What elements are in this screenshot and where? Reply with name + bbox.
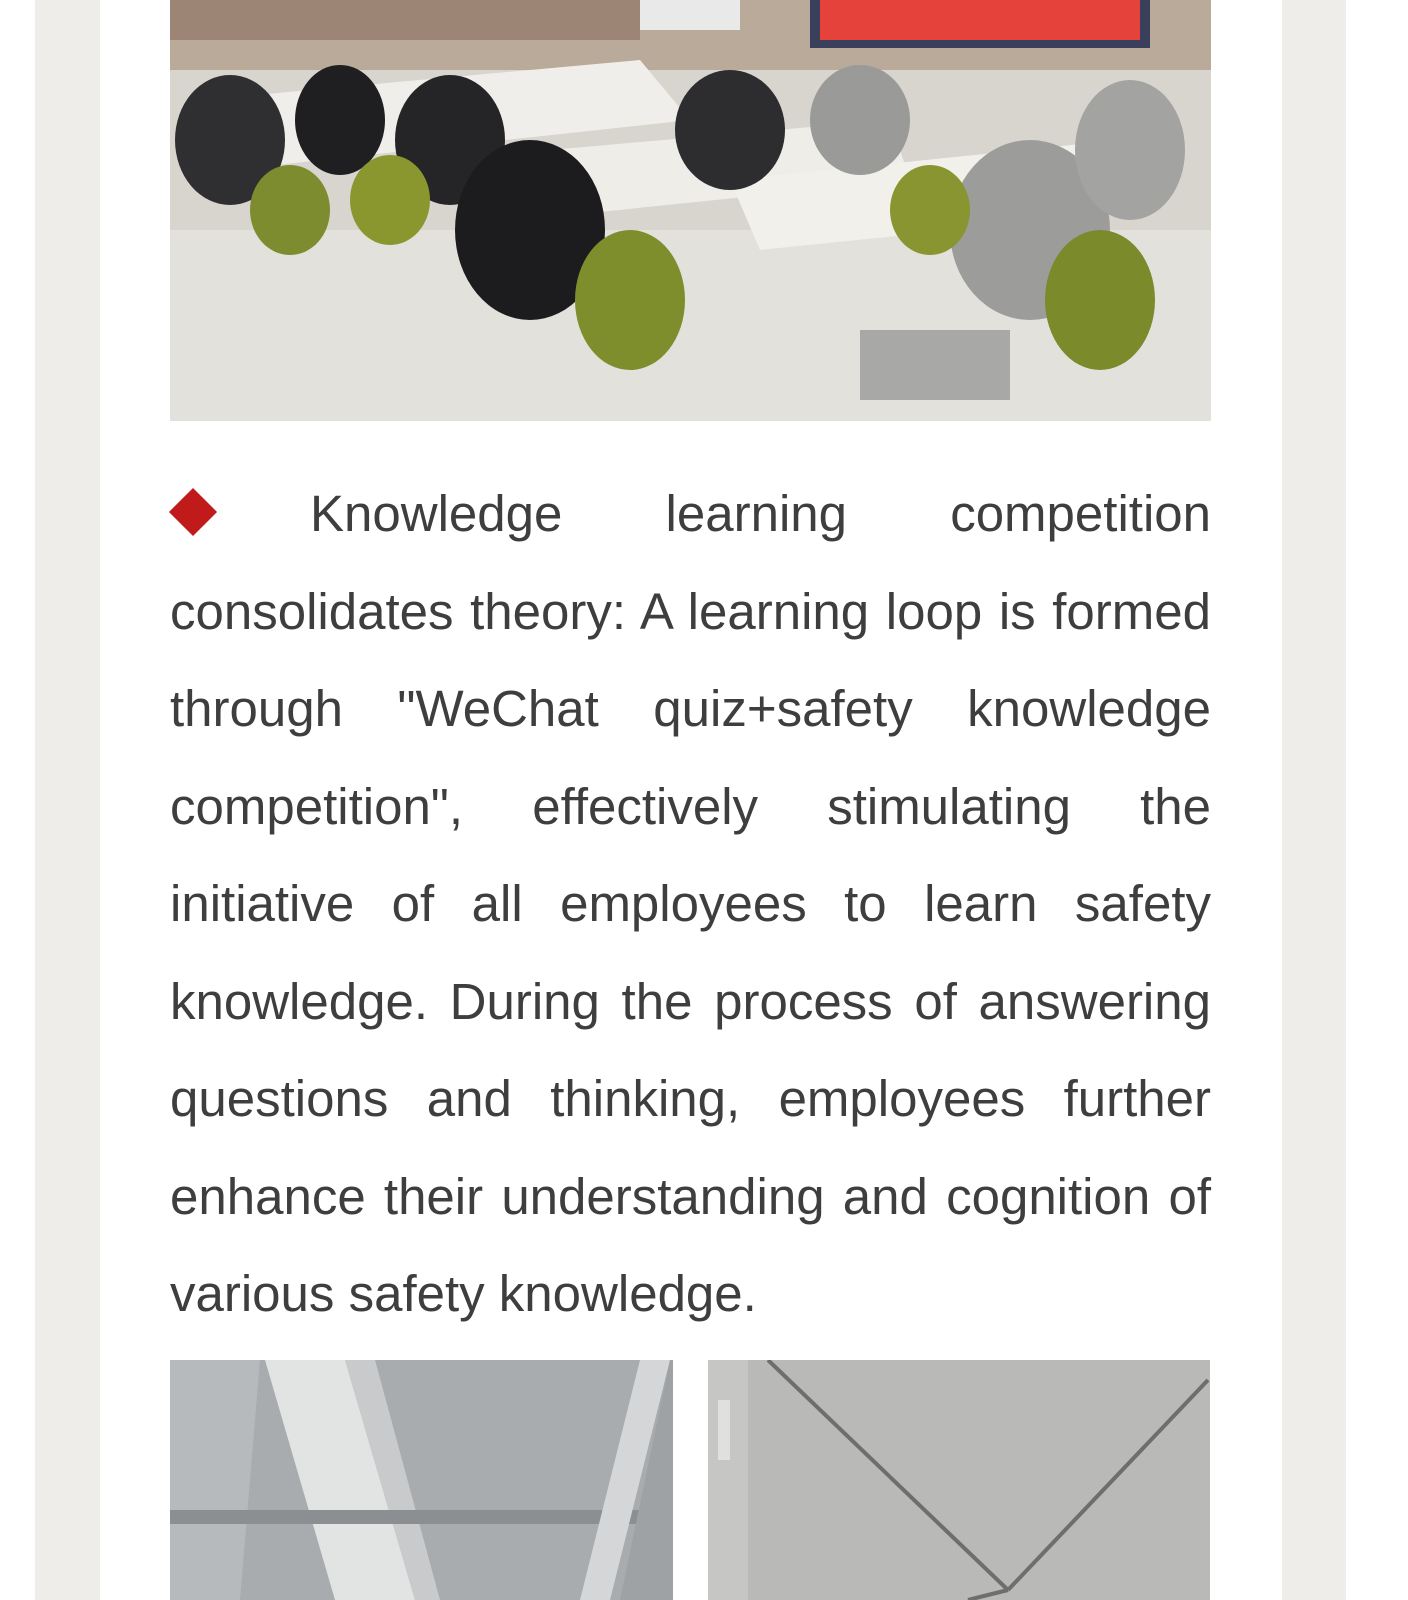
section-heading: Knowledge learning competition (310, 485, 1211, 542)
article-paragraph (170, 465, 1211, 1343)
red-diamond-icon (169, 488, 217, 536)
floor-tiles-photo (708, 1360, 1210, 1600)
pipe-inspection-photo (170, 1360, 673, 1600)
right-page-margin (1282, 0, 1346, 1600)
paragraph-body: consolidates theory: A learning loop is formed through "WeChat quiz+safety knowledge competition", effectively stimulating the initiative of all employees to learn safety knowledge. During the process of answering questions and thinking, employees further enhance their understanding and cognition of various safety knowledge. (170, 582, 1211, 1322)
left-page-margin (35, 0, 100, 1600)
classroom-training-photo (170, 0, 1211, 421)
